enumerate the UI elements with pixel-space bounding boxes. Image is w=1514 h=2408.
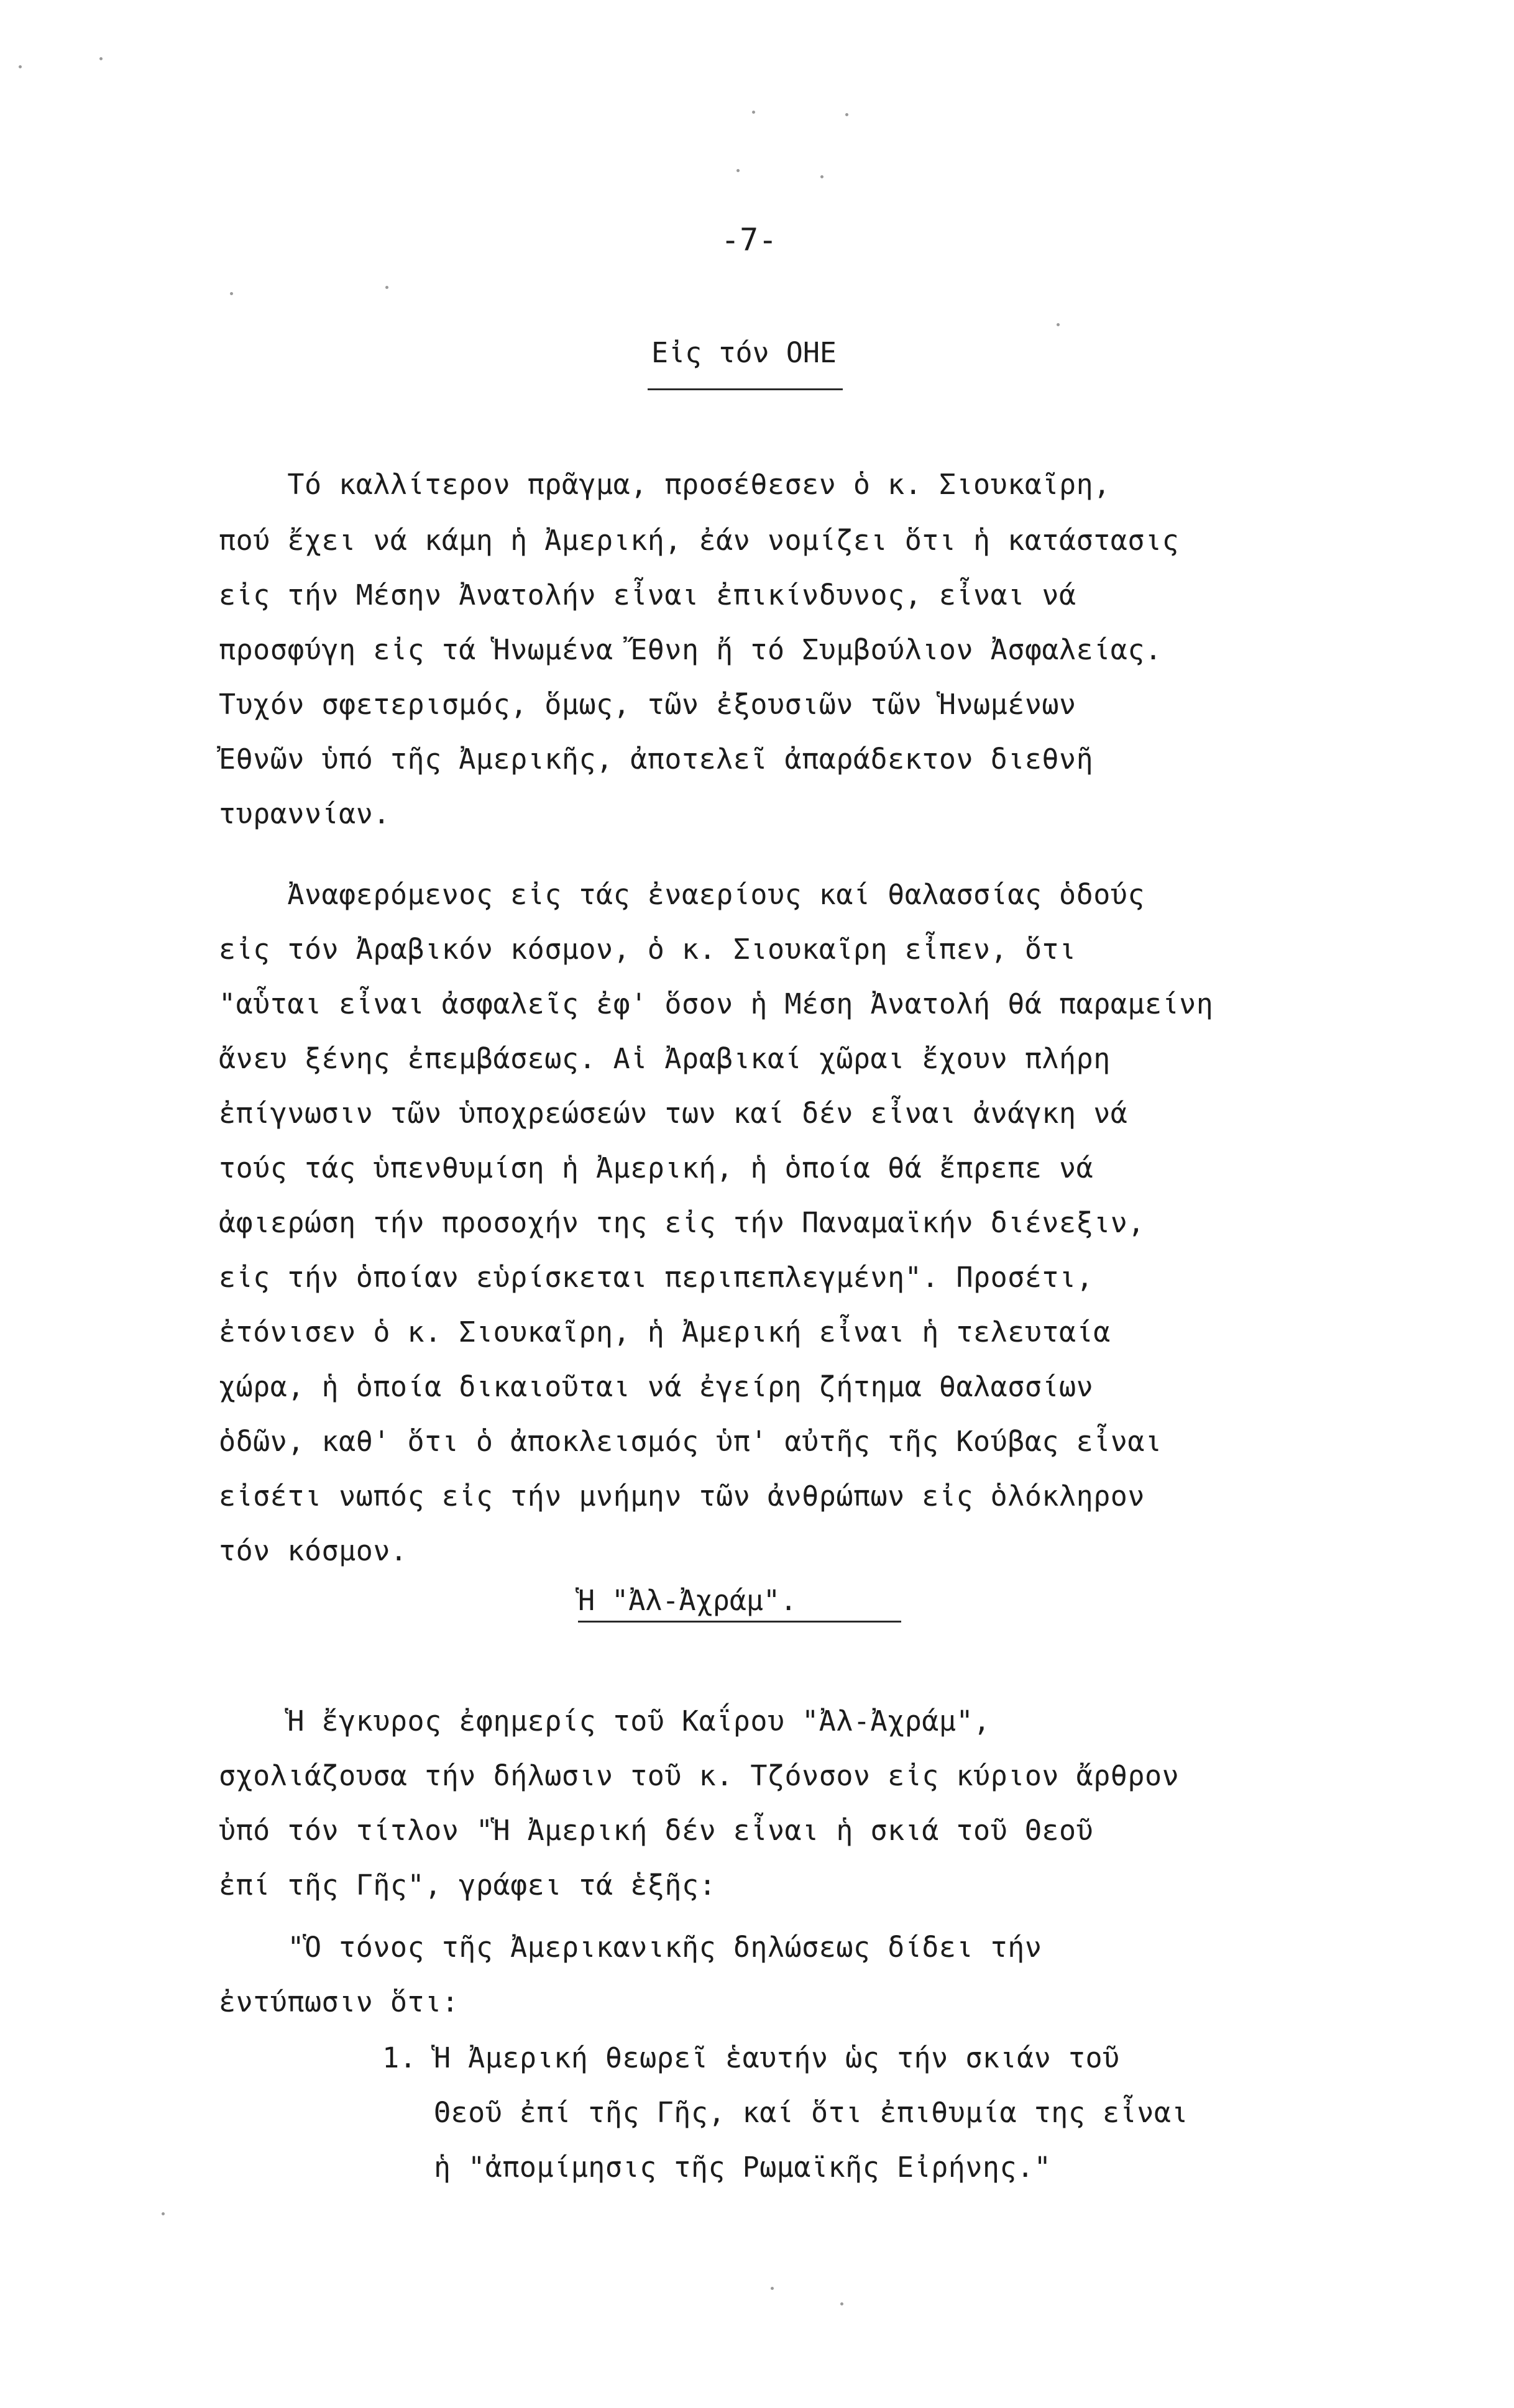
section-heading-al-ahram: Ἡ "Ἀλ-Ἀχράμ".: [578, 1584, 797, 1617]
quote-item-line: Θεοῦ ἐπί τῆς Γῆς, καί ὅτι ἐπιθυμία της εἶναι: [348, 2096, 1189, 2129]
paragraph-1-line: πού ἔχει νά κάμη ἡ Ἀμερική, ἐάν νομίζει ὅτι ἡ κατάστασις: [219, 524, 1180, 557]
paragraph-1-line: προσφύγη εἰς τά Ἡνωμένα Ἔθνη ἤ τό Συμβούλιον Ἀσφαλείας.: [219, 633, 1162, 666]
paragraph-1-line: Τυχόν σφετερισμός, ὅμως, τῶν ἐξουσιῶν τῶν Ἡνωμένων: [219, 688, 1076, 721]
paragraph-2-line: τούς τάς ὑπενθυμίση ἡ Ἀμερική, ἡ ὁποία θά ἔπρεπε νά: [219, 1151, 1094, 1184]
paragraph-1-line: τυραννίαν.: [219, 797, 390, 830]
paragraph-3-line: σχολιάζουσα τήν δήλωσιν τοῦ κ. Τζόνσον εἰς κύριον ἄρθρον: [219, 1759, 1180, 1792]
heading-underline: [578, 1621, 901, 1623]
paragraph-2-line: ἀφιερώση τήν προσοχήν της εἰς τήν Παναμαϊκήν διένεξιν,: [219, 1206, 1145, 1239]
paragraph-2-line: χώρα, ἡ ὁποία δικαιοῦται νά ἐγείρη ζήτημα θαλασσίων: [219, 1370, 1094, 1403]
paragraph-3-line: Ἡ ἔγκυρος ἐφημερίς τοῦ Καΐρου "Ἀλ-Ἀχράμ",: [219, 1705, 991, 1737]
paragraph-2-line: "αὗται εἶναι ἀσφαλεῖς ἐφ' ὅσον ἡ Μέση Ἀνατολή θά παραμείνη: [219, 987, 1214, 1020]
paragraph-2-line: εἰς τόν Ἀραβικόν κόσμον, ὁ κ. Σιουκαῖρη εἶπεν, ὅτι: [219, 933, 1076, 966]
paragraph-2-line: Ἀναφερόμενος εἰς τάς ἐναερίους καί θαλασσίας ὁδούς: [219, 878, 1145, 911]
paragraph-1-line: Τό καλλίτερον πρᾶγμα, προσέθεσεν ὁ κ. Σιουκαῖρη,: [219, 468, 1111, 501]
paragraph-2-line: εἰσέτι νωπός εἰς τήν μνήμην τῶν ἀνθρώπων εἰς ὁλόκληρον: [219, 1480, 1145, 1513]
quote-item-line: 1. Ἡ Ἀμερική θεωρεῖ ἑαυτήν ὡς τήν σκιάν τοῦ: [348, 2041, 1120, 2074]
paragraph-1-line: εἰς τήν Μέσην Ἀνατολήν εἶναι ἐπικίνδυνος, εἶναι νά: [219, 579, 1076, 611]
quote-intro-line: "Ὁ τόνος τῆς Ἀμερικανικῆς δηλώσεως δίδει τήν: [219, 1931, 1042, 1964]
paragraph-2-line: ἄνευ ξένης ἐπεμβάσεως. Αἱ Ἀραβικαί χῶραι ἔχουν πλήρη: [219, 1042, 1111, 1075]
paragraph-2-line: ἐτόνισεν ὁ κ. Σιουκαῖρη, ἡ Ἀμερική εἶναι ἡ τελευταία: [219, 1316, 1111, 1348]
paragraph-2-line: εἰς τήν ὁποίαν εὑρίσκεται περιπεπλεγμένη". Προσέτι,: [219, 1261, 1094, 1294]
heading-underline: [648, 388, 843, 390]
section-heading-ohe: Εἰς τόν ΟΗΕ: [651, 336, 837, 369]
paragraph-2-line: ὁδῶν, καθ' ὅτι ὁ ἀποκλεισμός ὑπ' αὐτῆς τῆς Κούβας εἶναι: [219, 1425, 1162, 1458]
quote-intro-line: ἐντύπωσιν ὅτι:: [219, 1985, 459, 2018]
page-number: -7-: [721, 222, 778, 258]
paragraph-2-line: τόν κόσμον.: [219, 1534, 408, 1567]
paragraph-1-line: Ἐθνῶν ὑπό τῆς Ἀμερικῆς, ἀποτελεῖ ἀπαράδεκτον διεθνῆ: [219, 743, 1094, 776]
quote-item-line: ἡ "ἀπομίμησις τῆς Ρωμαϊκῆς Εἰρήνης.": [348, 2151, 1052, 2184]
paragraph-3-line: ἐπί τῆς Γῆς", γράφει τά ἑξῆς:: [219, 1869, 717, 1902]
paragraph-2-line: ἐπίγνωσιν τῶν ὑποχρεώσεών των καί δέν εἶναι ἀνάγκη νά: [219, 1097, 1128, 1130]
paragraph-3-line: ὑπό τόν τίτλον "Ἡ Ἀμερική δέν εἶναι ἡ σκιά τοῦ Θεοῦ: [219, 1814, 1094, 1847]
